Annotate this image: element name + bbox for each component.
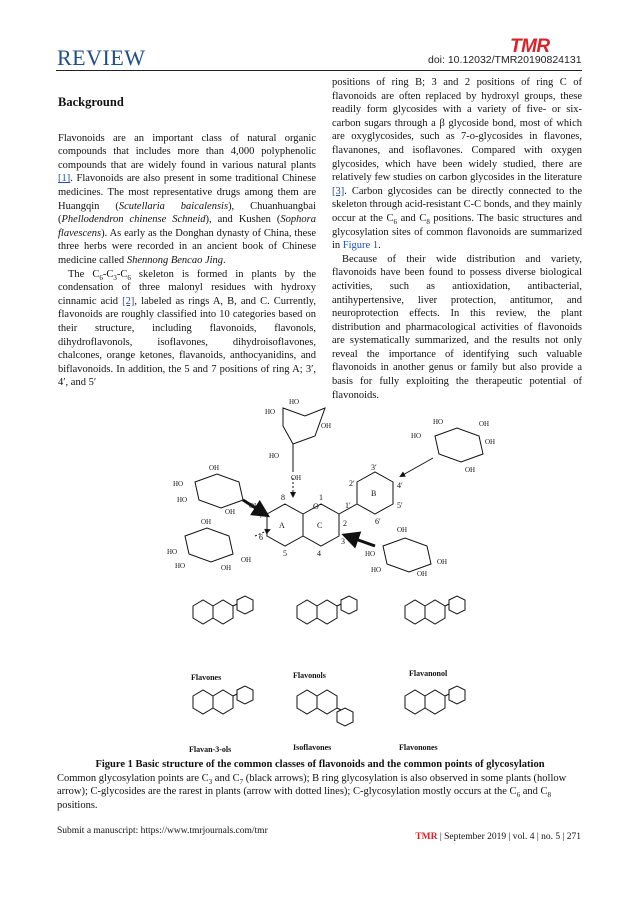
section-heading: Background xyxy=(58,95,124,109)
book-title: Shennong Bencao Jing xyxy=(126,254,224,266)
text-run: and C xyxy=(520,786,548,798)
subscript: 6 xyxy=(516,791,521,800)
text-run: . Carbon glycosides can be directly connected to the skeleton through acid-resistant C-C bonds, and they mainly occur at the C xyxy=(332,185,582,224)
sugar-top-shape xyxy=(283,408,325,444)
text-run: -C xyxy=(102,268,114,280)
oh-label: OH xyxy=(465,466,476,474)
pos-label: 1′ xyxy=(345,501,351,510)
section-label: REVIEW xyxy=(57,45,146,70)
pos-label: 8 xyxy=(281,493,285,502)
text-run: The C xyxy=(68,268,100,280)
oh-label: OH xyxy=(209,464,220,472)
subscript: 6 xyxy=(127,273,131,282)
pos-label: 2 xyxy=(343,519,347,528)
text-run: and C xyxy=(396,212,427,224)
text-run: ), and Kushen ( xyxy=(205,214,281,226)
ring-label-a: A xyxy=(279,521,285,530)
oh-label: HO xyxy=(411,432,422,440)
left-column xyxy=(58,96,316,390)
text-run: -C xyxy=(116,268,128,280)
journal-info xyxy=(415,832,581,842)
text-run: Flavonoids are an important class of natural organic compounds that includes more than 4,000 polyphenolic compounds that are widely found in various natural plants xyxy=(58,132,316,171)
ring-label-c: C xyxy=(317,521,323,530)
text-run: ), Chuanhuangbai ( xyxy=(58,200,316,226)
pos-label: 3 xyxy=(341,537,345,546)
figure-link[interactable]: Figure 1 xyxy=(342,240,379,252)
header-rule xyxy=(56,70,582,71)
paragraph-4: Because of their wide distribution and variety, flavonoids have been found to possess diverse biological activities, such as antioxidation, antibacterial, antihypertensive, liver protection, antitumor, and neuroprotection effects. In this review, the plant distribution and pharmacological activities of flavonoids are systematically summarized, and the results not only reveal the importance of identifying such valuable flavonoids in another genus or family but also provide a basis for fully exploiting the therapeutic potential of flavonoids. xyxy=(332,253,582,401)
ring-a-shape xyxy=(267,504,303,546)
pos-label: 6′ xyxy=(375,517,381,526)
subscript: 8 xyxy=(426,218,430,227)
subscript: 8 xyxy=(547,791,551,800)
submit-link[interactable]: Submit a manuscript: https://www.tmrjournals.com/tmr xyxy=(57,826,268,836)
oh-label: OH xyxy=(249,502,260,510)
oh-label: HO xyxy=(289,398,300,406)
oh-label: HO xyxy=(265,408,276,416)
citation-link[interactable]: [3] xyxy=(332,185,345,197)
oh-label: OH xyxy=(485,438,496,446)
structure-label-flavonols: Flavonols xyxy=(293,671,326,680)
text-run: skeleton is formed in plants by the condensation of three malonyl residues with hydroxy cinnamic acid xyxy=(58,268,316,307)
text-run: . xyxy=(378,240,381,252)
subscript: 3 xyxy=(113,273,117,282)
latin-name: Phellodendron chinense Schneid xyxy=(61,214,206,226)
subscript: 7 xyxy=(239,777,244,786)
oh-label: OH xyxy=(437,558,448,566)
pos-label: 3′ xyxy=(371,463,377,472)
subscript: 6 xyxy=(393,218,397,227)
structure-label-flavanonol: Flavanonol xyxy=(409,669,448,678)
doi-text: doi: 10.12032/TMR20190824131 xyxy=(428,54,582,66)
oh-label: HO xyxy=(175,562,186,570)
caption-text xyxy=(57,772,583,813)
oh-label: OH xyxy=(291,474,302,482)
pos-label: 5′ xyxy=(397,501,403,510)
figure-caption xyxy=(57,758,583,812)
paragraph-1 xyxy=(58,132,316,268)
issue-info: | September 2019 | vol. 4 | no. 5 | 271 xyxy=(437,832,581,842)
pos-label: 5 xyxy=(283,549,287,558)
text-run: (black arrows); B ring glycosylation is also observed in some plants (hollow arrow); C-glycosides are the rarest in plants (arrow with dotted lines); C-glycosylation mostly occurs at the C xyxy=(57,772,567,798)
oh-label: HO xyxy=(167,548,178,556)
oh-label: HO xyxy=(269,452,280,460)
text-run: . xyxy=(223,254,226,266)
text-run: . Flavonoids are also present in some traditional Chinese medicines. The most representative drugs among them are Huangqin ( xyxy=(58,173,316,212)
ring-label-b: B xyxy=(371,489,377,498)
oh-label: HO xyxy=(173,480,184,488)
citation-link[interactable]: [2] xyxy=(122,295,135,307)
subscript: 3 xyxy=(208,777,213,786)
oh-label: OH xyxy=(221,564,232,572)
pos-label: 1 xyxy=(319,493,323,502)
paragraph-3 xyxy=(332,76,582,253)
structure-label-flavan-3-ols: Flavan-3-ols xyxy=(189,745,232,754)
text-run: ). As early as the Donghan dynasty of China, these three herbs were recorded in an ancient book of Chinese medicine called xyxy=(58,227,316,266)
ring-oxygen: O xyxy=(313,502,319,511)
sugar-right-top-shape xyxy=(435,428,483,462)
oh-label: OH xyxy=(397,526,408,534)
oh-label: HO xyxy=(371,566,382,574)
flavonoid-structure-figure xyxy=(165,396,525,756)
oh-label: OH xyxy=(321,422,332,430)
subscript: 6 xyxy=(99,273,103,282)
oh-label: OH xyxy=(417,570,428,578)
text-run: positions of ring B; 3 and 2 positions of ring C of flavonoids are often replaced by hydroxyl groups, these readily form glycosides with a variety of five- or six-carbon sugars through a β glycoside bond, most of which are oxyglycosides, such as 7-o-glycosides in flavones, flavanones, and isoflavones. Compared with oxygen glycosides, which have been widely studied, there are relatively few studies on carbon glycosides in the literature xyxy=(332,77,582,184)
structure-label-flavonones: Flavonones xyxy=(399,743,438,752)
oh-label: HO xyxy=(177,496,188,504)
tmr-logo: TMR xyxy=(510,36,550,57)
text-run: positions. xyxy=(57,799,98,811)
sugar-left-bottom-shape xyxy=(185,528,233,562)
text-run: , labeled as rings A, B, and C. Currently, flavonoids are roughly classified into 10 categories based on their structure, including flavonoids, flavonols, dihydroflavonols, isoflavones, dihydroisoflavones, chalcones, orange ketones, flavanoids, anthocyanidins, and biflavonoids. In addition, the 5 and 7 positions of ring A; 3′, 4′, and 5′ xyxy=(58,295,316,389)
caption-title: Figure 1 Basic structure of the common classes of flavonoids and the common points of glycosylation xyxy=(95,759,545,770)
pos-label: 2′ xyxy=(349,479,355,488)
latin-name: Scutellaria baicalensis xyxy=(118,200,229,212)
oh-label: HO xyxy=(365,550,376,558)
pos-label: 4 xyxy=(317,549,321,558)
oh-label: OH xyxy=(241,556,252,564)
oh-label: OH xyxy=(479,420,490,428)
latin-name: Sophora flavescens xyxy=(58,214,316,239)
text-run: Common glycosylation points are C xyxy=(57,772,209,784)
citation-link[interactable]: [1] xyxy=(58,173,71,185)
sugar-right-bottom-shape xyxy=(383,538,431,572)
pos-label: 7 xyxy=(259,511,263,520)
oh-label: OH xyxy=(225,508,236,516)
paragraph-2 xyxy=(58,268,316,390)
pos-label: 6 xyxy=(259,533,263,542)
oh-label: OH xyxy=(201,518,212,526)
oh-label: HO xyxy=(433,418,444,426)
sugar-left-shape xyxy=(195,474,243,508)
journal-name: TMR xyxy=(415,832,438,842)
text-run: and C xyxy=(212,772,240,784)
structure-label-flavones: Flavones xyxy=(191,673,222,682)
text-run: positions. The basic structures and glycosylation sites of common flavonoids are summarized in xyxy=(332,212,582,252)
pos-label: 4′ xyxy=(397,481,403,490)
right-column xyxy=(332,76,582,402)
structure-label-isoflavones: Isoflavones xyxy=(293,743,332,752)
